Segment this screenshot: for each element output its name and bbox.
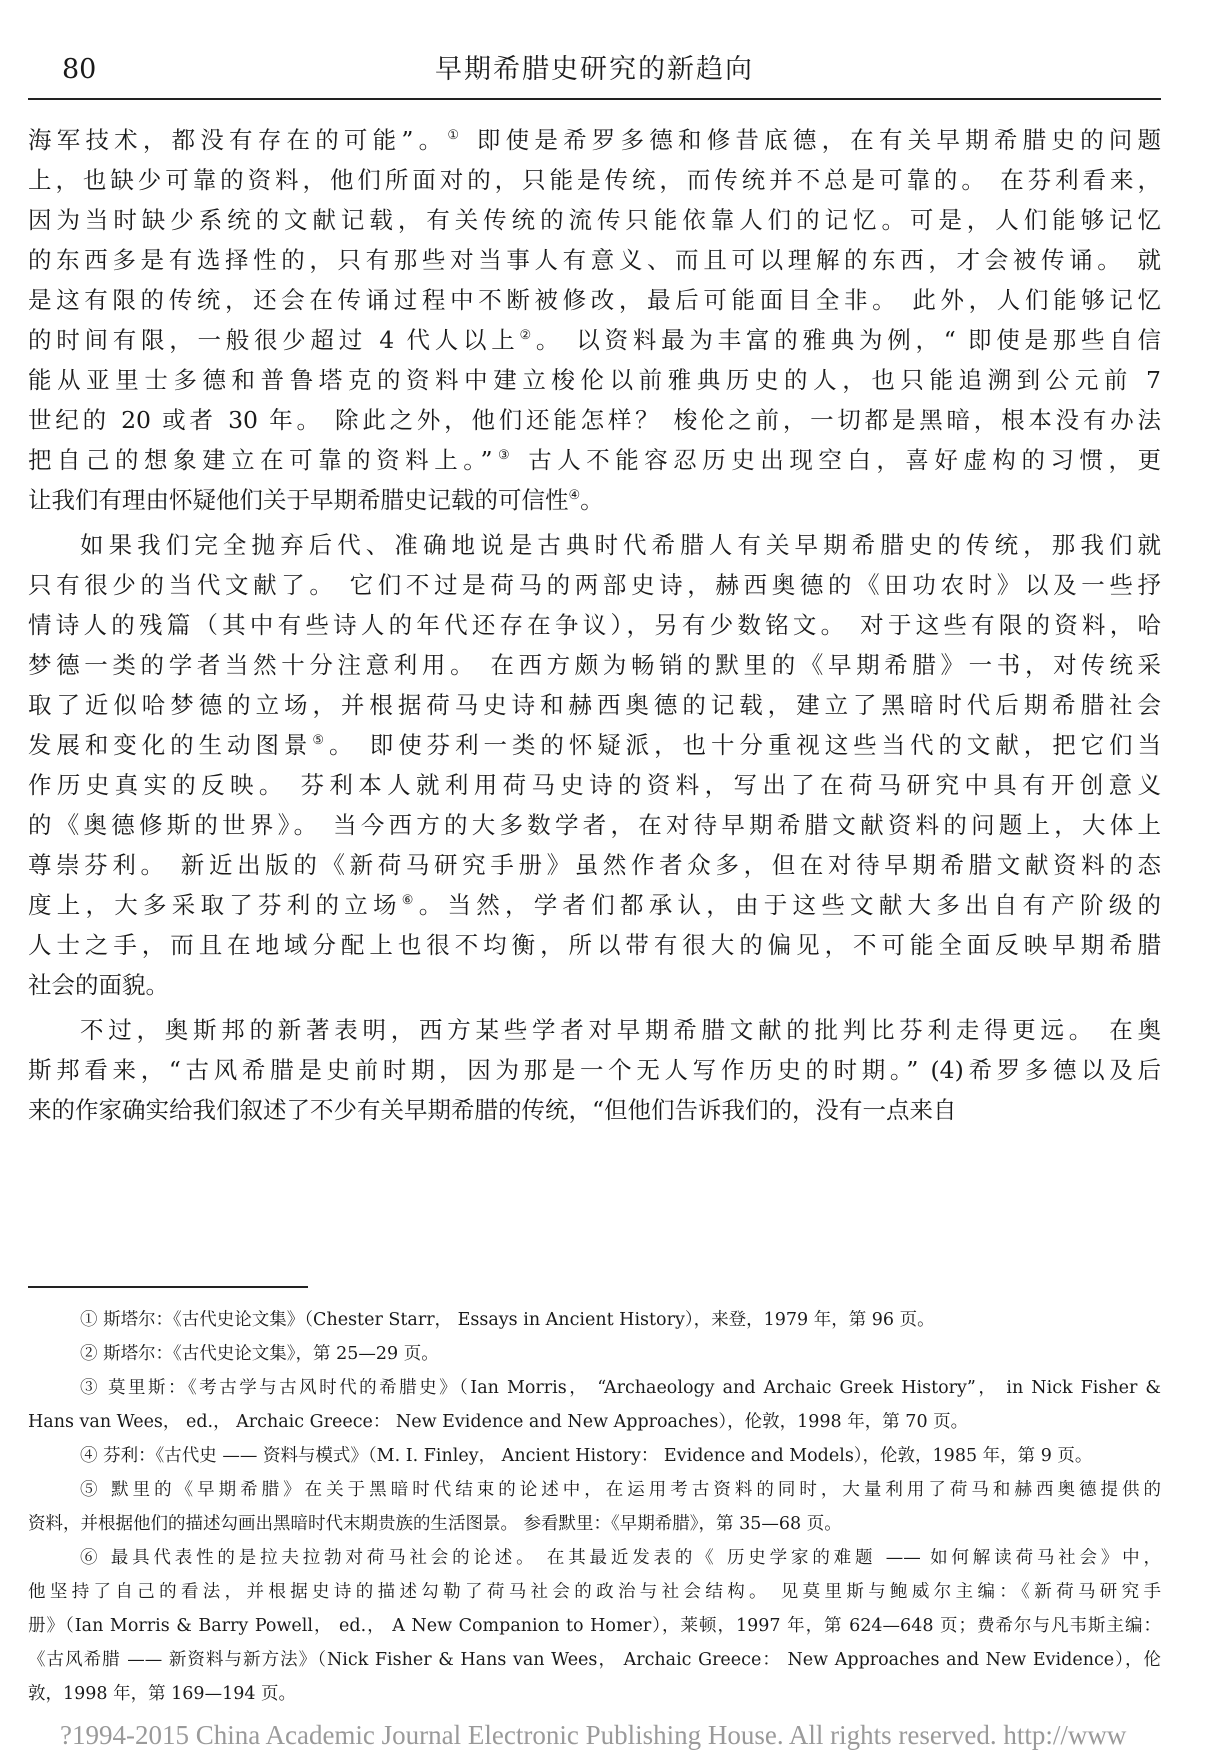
- footnote-line: [28, 1473, 1161, 1507]
- body-line: [28, 845, 1161, 885]
- footnote-line-text: Hans van Wees， ed.， Archaic Greece： New Evidence and New Approaches），伦敦，1998 年，第 70 页。: [28, 1412, 969, 1432]
- footnote-line: [28, 1507, 1161, 1541]
- body-line: [28, 280, 1161, 320]
- body-line: [28, 360, 1161, 400]
- body-line: [28, 605, 1161, 645]
- body-line: [28, 645, 1161, 685]
- footnote-line-text: ④ 芬利：《古代史 —— 资料与模式》（M. I. Finley， Ancient History： Evidence and Models），伦敦，1985 年，第 9 页。: [80, 1446, 1093, 1466]
- body-line: [28, 1090, 1161, 1130]
- footnotes: [28, 1303, 1161, 1711]
- body-line: [28, 480, 1161, 520]
- copyright-watermark: ?1994-2015 China Academic Journal Electronic Publishing House. All rights reserved. http://www: [60, 1720, 1127, 1750]
- footnote-marker: ⑥: [401, 893, 419, 908]
- body-line-text: 发展和变化的生动图景: [28, 731, 313, 759]
- body-line: [28, 400, 1161, 440]
- body-line-text: 取了近似哈梦德的立场，并根据荷马史诗和赫西奥德的记载，建立了黑暗时代后期希腊社会: [28, 691, 1161, 719]
- body-line: [28, 885, 1161, 925]
- body-line: [28, 120, 1161, 160]
- page-title: 早期希腊史研究的新趋向: [435, 54, 754, 85]
- footnote-line: [28, 1405, 1161, 1439]
- body-line: [28, 565, 1161, 605]
- body-line-text: 能从亚里士多德和普鲁塔克的资料中建立梭伦以前雅典历史的人，也只能追溯到公元前 7: [28, 366, 1161, 394]
- body-line-text-continued: 。 即使芬利一类的怀疑派，也十分重视这些当代的文献，把它们当: [328, 731, 1161, 759]
- body-line: [28, 925, 1161, 965]
- footnote-line: [28, 1677, 1161, 1711]
- body-line-text: 只有很少的当代文献了。 它们不过是荷马的两部史诗，赫西奥德的《田功农时》以及一些抒: [28, 571, 1161, 599]
- running-head: [28, 52, 1161, 102]
- body-line: [28, 1050, 1161, 1090]
- body-line: [28, 160, 1161, 200]
- footnote-marker: ③: [492, 448, 516, 463]
- body-line: [28, 440, 1161, 480]
- body-line-text: 的时间有限，一般很少超过 4 代人以上: [28, 326, 520, 354]
- footnote-line-text: 敦，1998 年，第 169—194 页。: [28, 1684, 297, 1704]
- footnote-line-text: ① 斯塔尔：《古代史论文集》（Chester Starr， Essays in Ancient History），来登，1979 年，第 96 页。: [80, 1310, 935, 1330]
- page-number: 80: [62, 54, 97, 85]
- footnote-line-text: 他坚持了自己的看法，并根据史诗的描述勾勒了荷马社会的政治与社会结构。 见莫里斯与鲍威尔主编：《新荷马研究手: [28, 1582, 1161, 1602]
- body-line-text: 如果我们完全抛弃后代、准确地说是古典时代希腊人有关早期希腊史的传统，那我们就: [80, 531, 1161, 559]
- footnote-line: [28, 1439, 1161, 1473]
- footnote-line: [28, 1609, 1161, 1643]
- body-line-text: 世纪的 20 或者 30 年。 除此之外，他们还能怎样？ 梭伦之前，一切都是黑暗，根本没有办法: [28, 406, 1161, 434]
- footnote-line: [28, 1643, 1161, 1677]
- body-line-text: 上，也缺少可靠的资料，他们所面对的，只能是传统，而传统并不总是可靠的。 在芬利看来，: [28, 166, 1161, 194]
- body-line: [28, 200, 1161, 240]
- body-line-text-continued: 即使是希罗多德和修昔底德，在有关早期希腊史的问题: [464, 126, 1161, 154]
- body-line-text: 来的作家确实给我们叙述了不少有关早期希腊的传统，“但他们告诉我们的，没有一点来自: [28, 1096, 957, 1124]
- body-line: [28, 805, 1161, 845]
- footnote-line-text: ⑤ 默里的《早期希腊》在关于黑暗时代结束的论述中，在运用考古资料的同时，大量利用了荷马和赫西奥德提供的: [80, 1480, 1161, 1500]
- body-line-text: 尊崇芬利。 新近出版的《新荷马研究手册》虽然作者众多，但在对待早期希腊文献资料的态: [28, 851, 1161, 879]
- body-line: [28, 320, 1161, 360]
- body-text: [28, 120, 1161, 1130]
- footnote-marker: ①: [447, 128, 465, 143]
- footnote-line: [28, 1575, 1161, 1609]
- body-line-text-continued: 。 以资料最为丰富的雅典为例，“ 即使是那些自信: [535, 326, 1161, 354]
- footnote-line: [28, 1303, 1161, 1337]
- body-line-text: 度上，大多采取了芬利的立场: [28, 891, 402, 919]
- body-line-text: 海军技术，都没有存在的可能”。: [28, 126, 448, 154]
- body-line-text-continued: 。当然，学者们都承认，由于这些文献大多出自有产阶级的: [418, 891, 1161, 919]
- footnote-line-text: 《古风希腊 —— 新资料与新方法》（Nick Fisher & Hans van Wees， Archaic Greece： New Approaches and New Evidence），伦: [28, 1650, 1161, 1670]
- body-line-text: 情诗人的残篇（其中有些诗人的年代还存在争议），另有少数铭文。 对于这些有限的资料，哈: [28, 611, 1161, 639]
- body-line-text: 人士之手，而且在地域分配上也很不均衡，所以带有很大的偏见，不可能全面反映早期希腊: [28, 931, 1161, 959]
- body-line-text: 社会的面貌。: [28, 971, 169, 999]
- footnote-line-text: 资料，并根据他们的描述勾画出黑暗时代末期贵族的生活图景。 参看默里：《早期希腊》，第 35—68 页。: [28, 1514, 842, 1534]
- body-line: [28, 965, 1161, 1005]
- body-line-text: 的东西多是有选择性的，只有那些对当事人有意义、而且可以理解的东西，才会被传诵。 就: [28, 246, 1161, 274]
- body-line-text: 斯邦看来，“古风希腊是史前时期，因为那是一个无人写作历史的时期。” (4)希罗多德以及后: [28, 1056, 1161, 1084]
- footnote-line-text: ③ 莫里斯：《考古学与古风时代的希腊史》（Ian Morris， “Archaeology and Archaic Greek History”， in Nick Fisher &: [80, 1378, 1161, 1398]
- footnote-line: [28, 1371, 1161, 1405]
- footnote-marker: ④: [568, 488, 581, 503]
- header-divider: [28, 98, 1161, 100]
- body-line-text: 梦德一类的学者当然十分注意利用。 在西方颇为畅销的默里的《早期希腊》一书，对传统采: [28, 651, 1161, 679]
- body-line-text: 把自己的想象建立在可靠的资料上。”: [28, 446, 493, 474]
- body-line: [28, 240, 1161, 280]
- body-line-text-continued: 古人不能容忍历史出现空白，喜好虚构的习惯，更: [515, 446, 1161, 474]
- footnote-line-text: ② 斯塔尔：《古代史论文集》，第 25—29 页。: [80, 1344, 439, 1364]
- footnote-line-text: ⑥ 最具代表性的是拉夫拉勃对荷马社会的论述。 在其最近发表的《 历史学家的难题 —— 如何解读荷马社会》中，: [80, 1548, 1161, 1568]
- footnote-marker: ②: [519, 328, 536, 343]
- body-line-text: 作历史真实的反映。 芬利本人就利用荷马史诗的资料，写出了在荷马研究中具有开创意义: [28, 771, 1161, 799]
- footnote-line: [28, 1337, 1161, 1371]
- body-line-text: 不过，奥斯邦的新著表明，西方某些学者对早期希腊文献的批判比芬利走得更远。 在奥: [80, 1016, 1161, 1044]
- body-line: [28, 685, 1161, 725]
- body-line-text-continued: 。: [580, 486, 604, 514]
- footnote-marker: ⑤: [312, 733, 329, 748]
- footnote-line: [28, 1541, 1161, 1575]
- footnote-line-text: 册》（Ian Morris & Barry Powell， ed.， A New Companion to Homer），莱顿，1997 年，第 624—648 页；费希尔与凡韦斯主编：: [28, 1616, 1161, 1636]
- body-line-text: 的《奥德修斯的世界》。 当今西方的大多数学者，在对待早期希腊文献资料的问题上，大体上: [28, 811, 1161, 839]
- body-line-text: 是这有限的传统，还会在传诵过程中不断被修改，最后可能面目全非。 此外，人们能够记忆: [28, 286, 1161, 314]
- body-line: [28, 1010, 1161, 1050]
- body-line-text: 让我们有理由怀疑他们关于早期希腊史记载的可信性: [28, 486, 569, 514]
- footnote-divider: [28, 1286, 308, 1288]
- body-line: [28, 725, 1161, 765]
- body-line: [28, 765, 1161, 805]
- body-line-text: 因为当时缺少系统的文献记载，有关传统的流传只能依靠人们的记忆。可是，人们能够记忆: [28, 206, 1161, 234]
- body-line: [28, 525, 1161, 565]
